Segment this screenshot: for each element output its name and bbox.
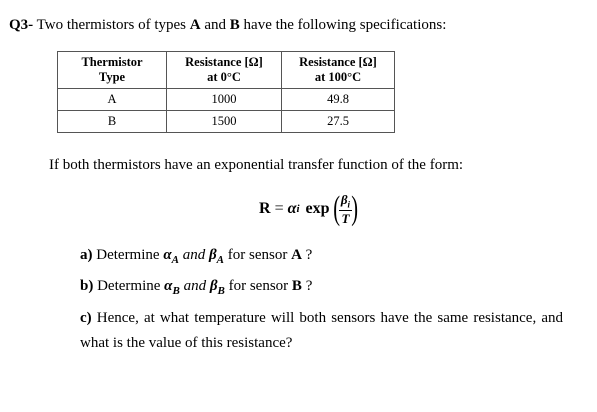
table-row xyxy=(58,111,395,133)
type-b-label: B xyxy=(229,17,240,33)
item-b xyxy=(80,278,312,297)
formula-exp: exp xyxy=(305,200,330,218)
cell-r0: 1500 xyxy=(167,111,282,133)
question-text-3: have the following specifications: xyxy=(239,17,447,33)
question-text-1: Two thermistors of types xyxy=(33,17,190,33)
item-c-line1: Hence, at what temperature will both sensors have the same resistance, and xyxy=(96,310,563,326)
item-a-end: ? xyxy=(301,247,313,263)
intro-text: If both thermistors have an exponential transfer function of the form: xyxy=(49,157,464,173)
formula-alpha: α xyxy=(287,200,297,218)
beta-symbol: β xyxy=(208,247,217,263)
formula-denominator: T xyxy=(341,210,350,226)
header-type: Thermistor Type xyxy=(58,52,167,89)
alpha-sub: A xyxy=(171,254,179,266)
item-a-label: a) xyxy=(80,247,93,263)
item-a-text: Determine xyxy=(96,247,164,263)
right-paren: ) xyxy=(351,190,359,228)
and-word: and xyxy=(178,247,209,263)
spec-table xyxy=(57,51,395,133)
table-header-row xyxy=(58,52,395,89)
formula-eq: = xyxy=(270,200,288,218)
header-r0: Resistance [Ω] at 0°C xyxy=(167,52,282,89)
item-b-label: b) xyxy=(80,278,94,294)
formula-fraction xyxy=(339,192,352,227)
beta-symbol: β xyxy=(209,278,218,294)
item-b-rest: for sensor xyxy=(224,278,292,294)
item-a-rest: for sensor xyxy=(224,247,292,263)
item-c xyxy=(80,310,563,327)
item-b-end: ? xyxy=(301,278,313,294)
question-text-2: and xyxy=(200,17,230,33)
item-a xyxy=(80,247,312,266)
alpha-symbol: α xyxy=(164,278,173,294)
cell-r100: 27.5 xyxy=(282,111,395,133)
cell-type: A xyxy=(58,89,167,111)
question-number: Q3- xyxy=(9,17,34,33)
item-c-label: c) xyxy=(80,310,92,326)
cell-type: B xyxy=(58,111,167,133)
formula-lhs: R xyxy=(259,200,271,218)
formula-beta: β xyxy=(340,192,348,207)
sensor-name: A xyxy=(291,247,302,263)
beta-sub: B xyxy=(217,285,225,297)
type-a-label: A xyxy=(189,17,201,33)
cell-r100: 49.8 xyxy=(282,89,395,111)
formula-alpha-sub: i xyxy=(296,203,300,216)
alpha-sub: B xyxy=(172,285,180,297)
table-row xyxy=(58,89,395,111)
question-heading xyxy=(9,17,446,34)
transfer-formula xyxy=(259,192,360,227)
alpha-symbol: α xyxy=(163,247,172,263)
left-paren: ( xyxy=(332,190,340,228)
header-r100: Resistance [Ω] at 100°C xyxy=(282,52,395,89)
cell-r0: 1000 xyxy=(167,89,282,111)
beta-sub: A xyxy=(216,254,224,266)
item-c-line2: what is the value of this resistance? xyxy=(80,335,293,351)
item-b-text: Determine xyxy=(97,278,165,294)
formula-beta-sub: i xyxy=(347,199,351,210)
sensor-name: B xyxy=(291,278,302,294)
and-word: and xyxy=(179,278,210,294)
